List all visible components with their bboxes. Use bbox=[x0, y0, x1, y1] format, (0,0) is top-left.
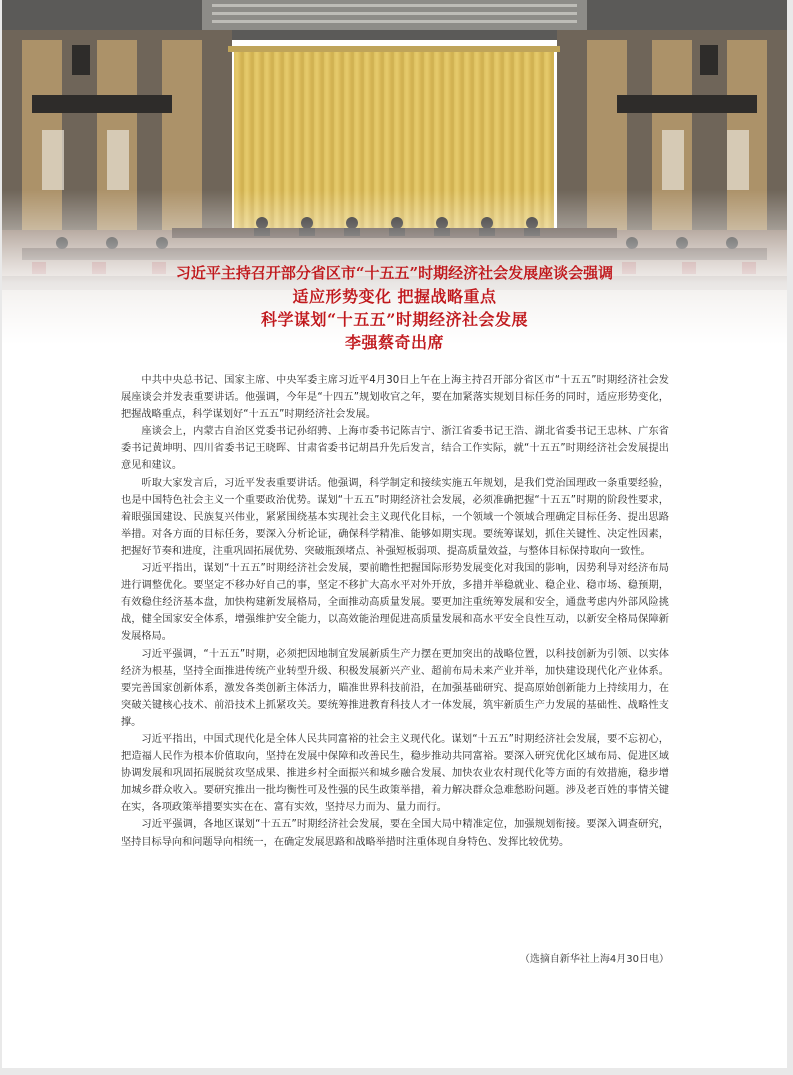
paragraph: 习近平指出，谋划“十五五”时期经济社会发展，要前瞻性把握国际形势发展变化对我国的影响，因势利导对经济布局进行调整优化。要坚定不移办好自己的事，坚定不移扩大高水平对外开放，多措并举稳就业、稳企业、稳市场、稳预期，有效稳住经济基本盘，加快构建新发展格局，全面推动高质量发展。要更加注重统筹发展和安全，通盘考虑内外部风险挑战，健全国家安全体系，增强维护安全能力，以高效能治理促进高质量发展和高水平安全良性互动，以新安全格局保障新发展格局。 bbox=[121, 563, 669, 643]
source-note: （选摘自新华社上海4月30日电） bbox=[519, 954, 669, 965]
title-line-2: 适应形势变化 把握战略重点 bbox=[292, 287, 497, 306]
article-page bbox=[2, 0, 787, 1068]
paragraph: 听取大家发言后，习近平发表重要讲话。他强调，科学制定和接续实施五年规划，是我们党治国理政一条重要经验，也是中国特色社会主义一个重要政治优势。谋划“十五五”时期经济社会发展，必须准确把握“十五五”时期的阶段性要求，着眼强国建设、民族复兴伟业，紧紧围绕基本实现社会主义现代化目标，一个领域一个领域合理确定目标任务、提出思路举措。对各方面的目标任务，要深入分析论证，确保科学精准、能够如期实现。要统筹谋划，抓住关键性、决定性因素，把握好节奏和进度，注重巩固拓展优势、突破瓶颈堵点、补强短板弱项、提高质量效益，与整体目标保持取向一致性。 bbox=[121, 477, 669, 557]
paragraph: 中共中央总书记、国家主席、中央军委主席习近平4月30日上午在上海主持召开部分省区市“十五五”时期经济社会发展座谈会并发表重要讲话。他强调，今年是“十四五”规划收官之年，要在加紧落实规划目标任务的同时，适应形势变化，把握战略重点，科学谋划好“十五五”时期经济社会发展。 bbox=[121, 375, 669, 421]
article-body bbox=[121, 372, 669, 851]
title-line-3: 科学谋划“十五五”时期经济社会发展 bbox=[261, 310, 528, 329]
paragraph: 座谈会上，内蒙古自治区党委书记孙绍骋、上海市委书记陈吉宁、浙江省委书记王浩、湖北省委书记王忠林、广东省委书记黄坤明、四川省委书记王晓晖、甘肃省委书记胡昌升先后发言，结合工作实际，就“十五五”时期经济社会发展提出意见和建议。 bbox=[121, 426, 669, 472]
paragraph: 习近平指出，中国式现代化是全体人民共同富裕的社会主义现代化。谋划“十五五”时期经济社会发展，要不忘初心，把造福人民作为根本价值取向，坚持在发展中保障和改善民生，稳步推动共同富裕。要深入研究优化区域布局、促进区域协调发展和巩固拓展脱贫攻坚成果、推进乡村全面振兴和城乡融合发展、加快农业农村现代化等方面的有效措施，稳步增加城乡群众收入。要研究推出一批均衡性可及性强的民生政策举措，着力解决群众急难愁盼问题。涉及老百姓的事情关键在实，各项政策举措要实实在在、富有实效，坚持尽力而为、量力而行。 bbox=[121, 733, 669, 814]
title-line-main: 习近平主持召开部分省区市“十五五”时期经济社会发展座谈会强调 bbox=[175, 264, 614, 282]
title-line-4: 李强蔡奇出席 bbox=[344, 333, 444, 352]
paragraph: 习近平强调，各地区谋划“十五五”时期经济社会发展，要在全国大局中精准定位，加强规划衔接。要深入调查研究，坚持目标导向和问题导向相统一，在确定发展思路和战略举措时注重体现自身特色、发挥比较优势。 bbox=[121, 819, 669, 848]
paragraph: 习近平强调，“十五五”时期，必须把因地制宜发展新质生产力摆在更加突出的战略位置，以科技创新为引领、以实体经济为根基，坚持全面推进传统产业转型升级、积极发展新兴产业、超前布局未来产业并举，加快建设现代化产业体系。要完善国家创新体系，激发各类创新主体活力，瞄准世界科技前沿，在加强基础研究、提高原始创新能力上持续用力，在突破关键核心技术、前沿技术上抓紧攻关。要统筹推进教育科技人才一体发展，筑牢新质生产力发展的基础性、战略性支撑。 bbox=[121, 648, 669, 728]
article-title bbox=[2, 262, 787, 354]
